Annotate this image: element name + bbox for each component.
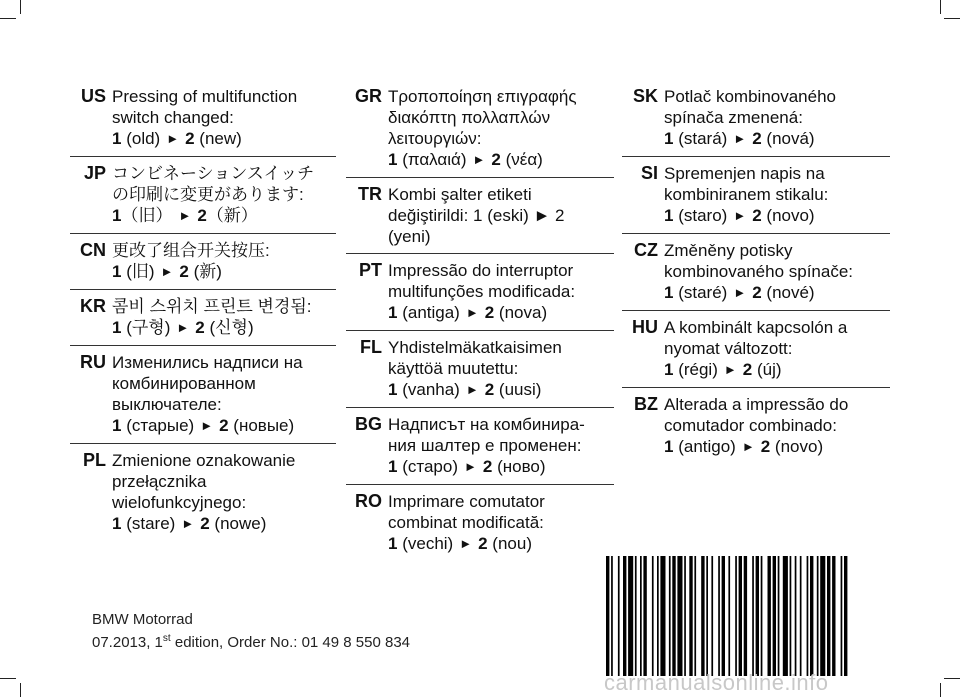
barcode-bar <box>790 556 792 676</box>
old-label: (vechi) <box>402 534 454 553</box>
description-line: ния шалтер е променен: <box>388 436 582 455</box>
barcode-bar <box>611 556 613 676</box>
barcode-bar <box>756 556 759 676</box>
column-1 <box>70 80 336 541</box>
new-number: 2 <box>742 360 753 379</box>
description-line: käyttöä muutettu: <box>388 359 519 378</box>
barcode-bar <box>669 556 671 676</box>
description-line: Spremenjen napis na <box>664 164 825 183</box>
new-label: (ново) <box>497 457 546 476</box>
barcode-bar <box>773 556 776 676</box>
old-label: (staro) <box>678 206 728 225</box>
old-label: (vanha) <box>402 380 460 399</box>
entry-bg <box>346 408 614 485</box>
description-line: A kombinált kapcsolón a <box>664 318 848 337</box>
edition-date: 07.2013, 1 <box>92 634 163 651</box>
new-label: (nowe) <box>214 514 267 533</box>
entry-tr <box>346 178 614 254</box>
arrow-right-icon: ► <box>733 131 747 146</box>
description-line: comutador combinado: <box>664 416 837 435</box>
description-line: Τροποποίηση επιγραφής <box>388 87 577 106</box>
country-code: BG <box>355 414 382 434</box>
description-line: 更改了组合开关按压: <box>112 241 270 260</box>
new-label: (νέα) <box>505 150 543 169</box>
description-line: Impressão do interruptor <box>388 261 574 280</box>
column-2 <box>346 80 614 561</box>
old-label: (stare) <box>126 514 176 533</box>
arrow-right-icon: ► <box>160 264 174 279</box>
old-label: （旧） <box>121 206 173 225</box>
barcode-bar <box>606 556 609 676</box>
crop-mark <box>20 683 21 697</box>
old-label: (старые) <box>126 416 195 435</box>
entry-ro <box>346 485 614 561</box>
new-label: (新) <box>193 262 222 281</box>
old-label: (stará) <box>678 129 728 148</box>
barcode-bar <box>810 556 813 676</box>
description-line: kombinovaného spínače: <box>664 262 854 281</box>
new-number: 2 <box>752 129 762 148</box>
new-number: 2 <box>752 206 762 225</box>
old-number: 1 <box>112 206 122 225</box>
old-number: 1 <box>664 360 674 379</box>
arrow-right-icon: ► <box>741 439 755 454</box>
entry-gr <box>346 80 614 178</box>
arrow-right-icon: ► <box>166 131 180 146</box>
barcode-bar <box>778 556 780 676</box>
barcode-bar <box>672 556 675 676</box>
new-label: (uusi) <box>498 380 542 399</box>
old-number: 1 <box>112 318 122 337</box>
old-number: 1 <box>664 129 674 148</box>
description-line: Надписът на комбинира- <box>388 415 585 434</box>
old-label: (旧) <box>126 262 155 281</box>
old-number: 1 <box>664 283 674 302</box>
old-label: (παλαιά) <box>402 150 467 169</box>
barcode-bar <box>718 556 720 676</box>
barcode-bar <box>694 556 696 676</box>
barcode-bar <box>795 556 797 676</box>
country-code: KR <box>80 296 106 316</box>
arrow-right-icon: ► <box>178 208 192 223</box>
arrow-right-icon: ► <box>733 208 747 223</box>
entry-cn <box>70 234 336 290</box>
description-line: Pressing of multifunction <box>112 87 298 106</box>
crop-mark <box>944 18 960 19</box>
new-number: 2 <box>200 514 210 533</box>
barcode-bar <box>832 556 835 676</box>
old-number: 1 <box>112 514 122 533</box>
description-line: Potlač kombinovaného <box>664 87 837 106</box>
country-code: BZ <box>634 394 658 414</box>
country-code: PT <box>358 260 382 280</box>
edition-superscript: st <box>162 633 171 644</box>
entry-hu <box>622 311 890 388</box>
barcode-bar <box>643 556 646 676</box>
old-number: 1 <box>664 206 674 225</box>
old-label: (staré) <box>678 283 728 302</box>
arrow-right-icon: ► <box>472 152 486 167</box>
country-code: SK <box>632 86 658 106</box>
description-line: Změněny potisky <box>664 241 793 260</box>
barcode-bar <box>807 556 809 676</box>
entry-pl <box>70 444 336 541</box>
old-number: 1 <box>664 437 674 456</box>
description-line: kombiniranem stikalu: <box>664 185 829 204</box>
description-line: Imprimare comutator <box>388 492 545 511</box>
description-line: Yhdistelmäkatkaisimen <box>388 338 562 357</box>
barcode-bar <box>768 556 771 676</box>
entry-ru <box>70 346 336 444</box>
new-label: (novo) <box>766 206 815 225</box>
old-label: (régi) <box>678 360 718 379</box>
edition-info <box>92 629 410 652</box>
description-line: wielofunkcyjnego: <box>112 493 247 512</box>
new-number: 2 <box>760 437 771 456</box>
old-number: 1 <box>112 416 122 435</box>
arrow-right-icon: ► <box>465 382 479 397</box>
new-label: (신형) <box>209 318 254 337</box>
arrow-right-icon: ► <box>733 285 747 300</box>
country-code: CN <box>80 240 106 260</box>
description-line: コンビネーションスイッチ <box>112 164 315 183</box>
old-label: (antigo) <box>678 437 736 456</box>
barcode-bar <box>735 556 737 676</box>
arrow-right-icon: ► <box>459 536 473 551</box>
new-number: 2 <box>484 380 495 399</box>
entry-cz <box>622 234 890 311</box>
country-code: CZ <box>634 240 658 260</box>
entry-si <box>622 157 890 234</box>
description-line: διακόπτη πολλαπλών <box>388 108 551 127</box>
column-3 <box>622 80 890 464</box>
crop-mark <box>0 18 16 19</box>
barcode-bar <box>677 556 682 676</box>
crop-mark <box>20 0 21 14</box>
country-code: FL <box>360 337 382 357</box>
new-number: 2 <box>185 129 195 148</box>
description-line: Изменились надписи на <box>112 353 303 372</box>
new-label: (new) <box>199 129 242 148</box>
barcode-bar <box>744 556 747 676</box>
barcode-bar <box>817 556 819 676</box>
new-label: (nové) <box>766 283 815 302</box>
barcode-bar <box>841 556 843 676</box>
barcode-bar <box>628 556 633 676</box>
description-line: przełącznika <box>112 472 207 491</box>
barcode-bar <box>783 556 788 676</box>
barcode-bar <box>701 556 704 676</box>
description-line: nyomat változott: <box>664 339 793 358</box>
barcode-bar <box>820 556 825 676</box>
barcode-bar <box>623 556 626 676</box>
arrow-right-icon: ► <box>723 362 737 377</box>
arrow-right-icon: ► <box>465 305 479 320</box>
description-line: multifunções modificada: <box>388 282 576 301</box>
country-code: JP <box>83 163 106 183</box>
barcode-bar <box>640 556 642 676</box>
crop-mark <box>944 678 960 679</box>
old-label: (old) <box>126 129 161 148</box>
country-code: RU <box>80 352 106 372</box>
arrow-right-icon: ► <box>200 418 214 433</box>
description-line: (yeni) <box>388 227 431 246</box>
barcode-bar <box>660 556 665 676</box>
barcode-bar <box>657 556 659 676</box>
new-number: 2 <box>478 534 488 553</box>
new-label: (novo) <box>774 437 824 456</box>
country-code: US <box>80 86 106 106</box>
description-line: Alterada a impressão do <box>664 395 849 414</box>
description-line: değiştirildi: 1 (eski) ► 2 <box>388 206 565 225</box>
old-label: (antiga) <box>402 303 460 322</box>
country-code: GR <box>355 86 382 106</box>
new-number: 2 <box>197 206 207 225</box>
new-number: 2 <box>752 283 762 302</box>
barcode-bar <box>689 556 692 676</box>
barcode-bar <box>722 556 725 676</box>
crop-mark <box>940 683 941 697</box>
new-number: 2 <box>179 262 189 281</box>
old-number: 1 <box>388 150 398 169</box>
entry-jp <box>70 157 336 234</box>
old-number: 1 <box>112 129 122 148</box>
country-code: SI <box>640 163 658 183</box>
barcode-bar <box>711 556 713 676</box>
country-code: TR <box>358 184 382 204</box>
barcode-bar <box>684 556 686 676</box>
new-label: （新） <box>206 206 258 225</box>
new-number: 2 <box>219 416 229 435</box>
old-number: 1 <box>388 457 398 476</box>
brand-name: BMW Motorrad <box>92 611 193 628</box>
new-label: (новые) <box>233 416 295 435</box>
entry-sk <box>622 80 890 157</box>
description-line: の印刷に変更があります: <box>112 185 304 204</box>
arrow-right-icon: ► <box>176 320 190 335</box>
barcode-bar <box>827 556 830 676</box>
new-label: (nová) <box>766 129 815 148</box>
barcode-bar <box>618 556 620 676</box>
new-number: 2 <box>482 457 493 476</box>
description-line: Zmienione oznakowanie <box>112 451 296 470</box>
old-number: 1 <box>112 262 122 281</box>
new-label: (nova) <box>498 303 548 322</box>
arrow-right-icon: ► <box>463 459 477 474</box>
barcode-bar <box>706 556 708 676</box>
entry-kr <box>70 290 336 346</box>
country-code: RO <box>355 491 382 511</box>
description-line: spínača zmenená: <box>664 108 803 127</box>
barcode-bar <box>800 556 802 676</box>
entry-bz <box>622 388 890 464</box>
footer <box>92 610 410 652</box>
barcode-bar <box>761 556 763 676</box>
crop-mark <box>940 0 941 14</box>
barcode-bar <box>844 556 847 676</box>
barcode-bar <box>635 556 637 676</box>
old-number: 1 <box>388 380 398 399</box>
entry-fl <box>346 331 614 408</box>
barcode-bar <box>739 556 742 676</box>
new-label: (új) <box>756 360 782 379</box>
old-label: (구형) <box>126 318 171 337</box>
barcode-image <box>606 556 906 676</box>
watermark-text: carmanualsonline.info <box>604 670 829 695</box>
description-line: combinat modificată: <box>388 513 544 532</box>
description-line: выключателе: <box>112 395 222 414</box>
barcode-bar <box>652 556 654 676</box>
country-code: HU <box>632 317 658 337</box>
entry-pt <box>346 254 614 331</box>
new-number: 2 <box>195 318 205 337</box>
description-line: комбинированном <box>112 374 256 393</box>
order-number: edition, Order No.: 01 49 8 550 834 <box>170 634 411 651</box>
barcode-bar <box>752 556 754 676</box>
old-number: 1 <box>388 303 398 322</box>
country-code: PL <box>82 450 106 470</box>
new-label: (nou) <box>492 534 532 553</box>
description-line: λειτουργιών: <box>388 129 482 148</box>
entry-us <box>70 80 336 157</box>
new-number: 2 <box>491 150 501 169</box>
old-number: 1 <box>388 534 398 553</box>
crop-mark <box>0 678 16 679</box>
description-line: 콤비 스위치 프린트 변경됨: <box>112 297 312 316</box>
arrow-right-icon: ► <box>181 516 195 531</box>
description-line: switch changed: <box>112 108 234 127</box>
new-number: 2 <box>484 303 495 322</box>
description-line: Kombi şalter etiketi <box>388 185 532 204</box>
barcode-bar <box>728 556 730 676</box>
old-label: (старо) <box>402 457 458 476</box>
